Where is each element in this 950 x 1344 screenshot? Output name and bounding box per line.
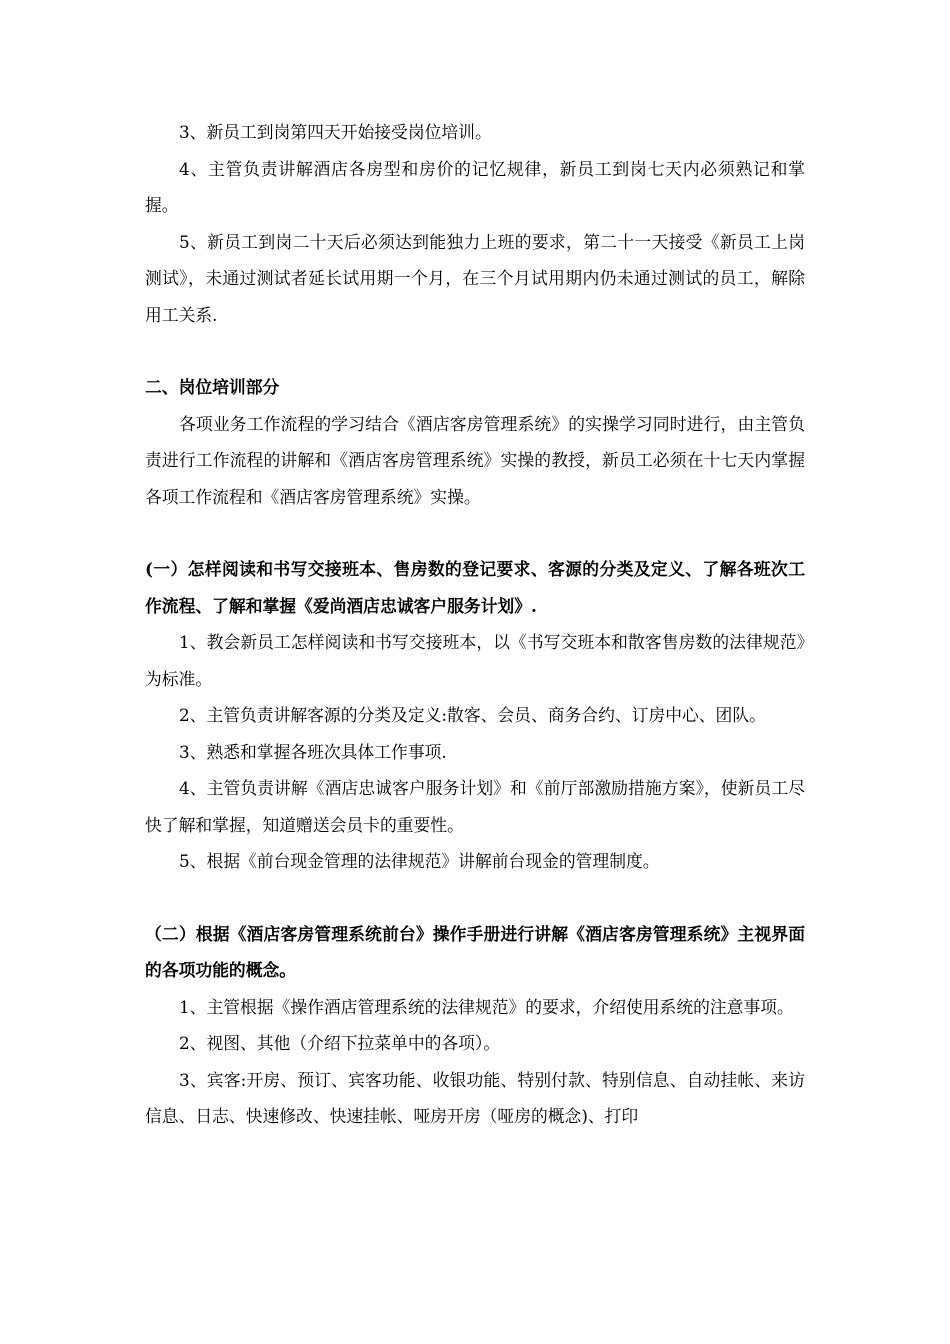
- paragraph: 3、宾客:开房、预订、宾客功能、收银功能、特别付款、特别信息、自动挂帐、来访信息、日志、快速修改、快速挂帐、哑房开房（哑房的概念)、打印: [145, 1069, 805, 1126]
- paragraph: 5、新员工到岗二十天后必须达到能独力上班的要求，第二十一天接受《新员工上岗测试》，未通过测试者延长试用期一个月，在三个月试用期内仍未通过测试的员工，解除用工关系.: [145, 231, 805, 325]
- section-heading: 二、岗位培训部分: [145, 377, 280, 397]
- paragraph: 3、熟悉和掌握各班次具体工作事项.: [179, 741, 447, 762]
- paragraph: 4、主管负责讲解《酒店忠诚客户服务计划》和《前厅部激励措施方案》，使新员工尽快了解和掌握，知道赠送会员卡的重要性。: [145, 778, 805, 835]
- paragraph: 2、视图、其他（介绍下拉菜单中的各项）。: [179, 1033, 501, 1053]
- paragraph: 2、主管负责讲解客源的分类及定义:散客、会员、商务合约、订房中心、团队。: [179, 705, 766, 725]
- paragraph-spacer: [145, 333, 805, 369]
- paragraph: 5、根据《前台现金管理的法律规范》讲解前台现金的管理制度。: [179, 851, 660, 871]
- subsection-heading: （二）根据《酒店客房管理系统前台》操作手册进行讲解《酒店客房管理系统》主视界面的各项功能的概念。: [145, 923, 805, 980]
- paragraph: 各项业务工作流程的学习结合《酒店客房管理系统》的实操学习同时进行，由主管负责进行工作流程的讲解和《酒店客房管理系统》实操的教授，新员工必须在十七天内掌握各项工作流程和《酒店客房管理系统》实操。: [145, 413, 805, 507]
- paragraph-spacer: [145, 515, 805, 551]
- paragraph: 3、新员工到岗第四天开始接受岗位培训。: [179, 122, 492, 142]
- document-body: [145, 114, 805, 1135]
- paragraph: 1、主管根据《操作酒店管理系统的法律规范》的要求，介绍使用系统的注意事项。: [179, 996, 794, 1017]
- paragraph-spacer: [145, 880, 805, 916]
- paragraph: 4、主管负责讲解酒店各房型和房价的记忆规律，新员工到岗七天内必须熟记和掌握。: [145, 158, 805, 215]
- paragraph: 1、教会新员工怎样阅读和书写交接班本，以《书写交班本和散客售房数的法律规范》为标准。: [145, 632, 805, 689]
- subsection-heading: (一）怎样阅读和书写交接班本、售房数的登记要求、客源的分类及定义、了解各班次工作流程、了解和掌握《爱尚酒店忠诚客户服务计划》.: [145, 559, 805, 616]
